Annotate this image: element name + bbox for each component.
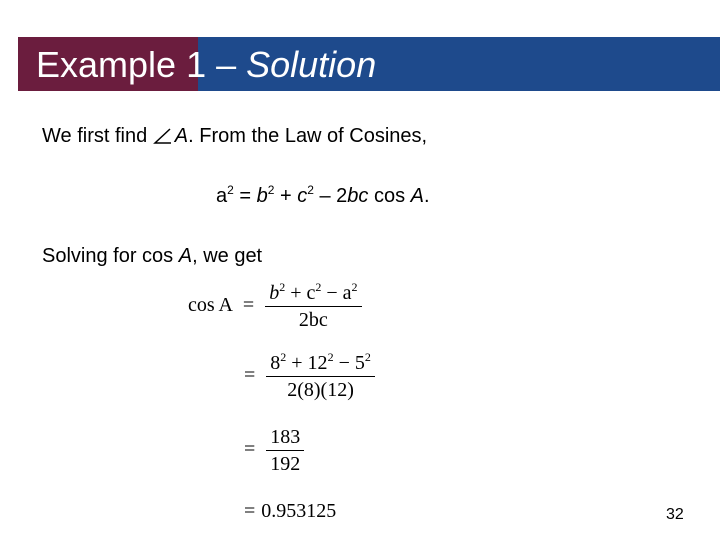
title-bar — [18, 37, 720, 91]
solving-prefix: Solving for cos — [42, 245, 179, 267]
fraction-3-numerator: 183 — [270, 426, 301, 448]
equals-sign: = — [242, 294, 255, 317]
equation-step-2 — [244, 350, 375, 403]
intro-angle-var: A — [174, 125, 189, 147]
fraction-1-denominator: 2bc — [298, 309, 328, 331]
equation-step-1 — [188, 280, 362, 333]
exp: 2 — [351, 280, 358, 294]
result-value: 0.953125 — [261, 500, 337, 522]
title-main: Example 1 – — [36, 44, 247, 85]
page-number: 32 — [666, 506, 684, 523]
law-minus-two: – 2 — [313, 185, 348, 207]
num-b: b — [269, 282, 280, 304]
solving-line — [42, 244, 262, 268]
intro-suffix: . From the Law of Cosines, — [188, 125, 428, 147]
equals-sign: = — [244, 500, 256, 522]
fraction-2-denominator: 2(8)(12) — [287, 379, 354, 401]
angle-icon — [153, 128, 173, 144]
solving-suffix: , we get — [192, 245, 263, 267]
equals-sign: = — [244, 438, 256, 461]
law-c-exp: 2 — [307, 183, 314, 197]
num-plus-c: + c — [285, 282, 316, 304]
equation-step-4 — [244, 500, 336, 523]
law-cos: cos — [368, 185, 411, 207]
law-b-exp: 2 — [267, 183, 275, 197]
equation-lhs: cos A — [188, 294, 232, 317]
num-12: + 12 — [286, 352, 328, 374]
equation-step-3 — [244, 424, 304, 477]
law-equals: = — [233, 185, 257, 207]
law-a-exp: 2 — [227, 183, 234, 197]
fraction-2-numerator — [266, 350, 375, 376]
equals-sign: = — [244, 364, 256, 387]
num-5: − 5 — [333, 352, 365, 374]
exp: 2 — [364, 350, 371, 364]
fraction-3 — [266, 424, 304, 477]
num-minus-a: − a — [321, 282, 352, 304]
title-solution: Solution — [246, 44, 377, 85]
law-b: b — [256, 185, 268, 207]
solving-var: A — [178, 245, 193, 267]
fraction-2 — [266, 350, 375, 403]
law-A: A — [410, 185, 424, 207]
exp: 2 — [327, 350, 334, 364]
exp: 2 — [315, 280, 322, 294]
slide-title — [36, 37, 376, 91]
law-a: a — [216, 185, 228, 207]
exp: 2 — [280, 350, 287, 364]
fraction-1 — [265, 280, 361, 333]
law-of-cosines-equation — [216, 184, 430, 208]
intro-line — [42, 124, 427, 148]
num-8: 8 — [270, 352, 281, 374]
law-c: c — [297, 185, 308, 207]
law-plus: + — [274, 185, 298, 207]
fraction-1-numerator — [265, 280, 361, 306]
law-period: . — [423, 185, 430, 207]
intro-prefix: We first find — [42, 125, 153, 147]
law-bc: bc — [347, 185, 369, 207]
exp: 2 — [279, 280, 286, 294]
fraction-3-denominator: 192 — [270, 453, 301, 475]
